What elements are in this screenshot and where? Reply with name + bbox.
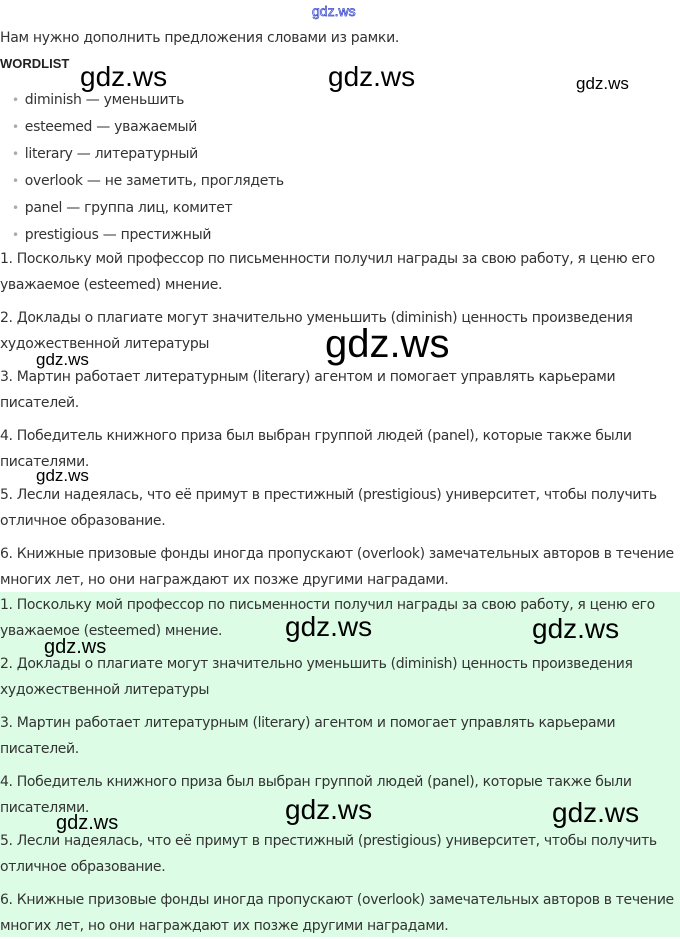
sentence: 1. Поскольку мой профессор по письменности получил награды за свою работу, я ценю его уважаемое (esteemed) мнение. xyxy=(0,251,655,293)
wordlist-item: • overlook — не заметить, проглядеть xyxy=(12,173,284,189)
watermark: gdz.ws xyxy=(36,350,89,369)
wordlist-item: • prestigious — престижный xyxy=(12,227,211,243)
sentence: 4. Победитель книжного приза был выбран группой людей (panel), которые также были писателями. xyxy=(0,428,632,470)
watermark: gdz.ws xyxy=(285,794,373,825)
watermark: gdz.ws xyxy=(285,611,373,642)
watermark: gdz.ws xyxy=(312,3,356,19)
wordlist-item: • esteemed — уважаемый xyxy=(12,119,197,135)
watermark: gdz.ws xyxy=(325,322,450,366)
answer-sentence: 3. Мартин работает литературным (literary) агентом и помогает управлять карьерами писателей. xyxy=(0,715,616,757)
answer-sentence: 2. Доклады о плагиате могут значительно уменьшить (diminish) ценность произведения художественной литературы xyxy=(0,656,633,698)
watermark: gdz.ws xyxy=(56,812,119,834)
sentence: 6. Книжные призовые фонды иногда пропускают (overlook) замечательных авторов в течение многих лет, но они награждают их позже другими наградами. xyxy=(0,546,674,588)
wordlist-item: • diminish — уменьшить xyxy=(12,92,184,108)
watermark: gdz.ws xyxy=(532,613,620,644)
watermark: gdz.ws xyxy=(80,61,168,92)
answer-sentence: 1. Поскольку мой профессор по письменности получил награды за свою работу, я ценю его уважаемое (esteemed) мнение. xyxy=(0,597,655,639)
answer-sentence: 4. Победитель книжного приза был выбран группой людей (panel), которые также были писателями. xyxy=(0,774,632,816)
wordlist-item: • literary — литературный xyxy=(12,146,198,162)
watermark: gdz.ws xyxy=(328,61,416,92)
wordlist-heading: WORDLIST xyxy=(0,56,70,71)
watermark: gdz.ws xyxy=(576,74,629,93)
sentence: 5. Лесли надеялась, что её примут в престижный (prestigious) университет, чтобы получить отличное образование. xyxy=(0,487,657,529)
sentence: 2. Доклады о плагиате могут значительно уменьшить (diminish) ценность произведения художественной литературы xyxy=(0,310,633,352)
sentence: 3. Мартин работает литературным (literary) агентом и помогает управлять карьерами писателей. xyxy=(0,369,616,411)
answer-sentence: 6. Книжные призовые фонды иногда пропускают (overlook) замечательных авторов в течение многих лет, но они награждают их позже другими наградами. xyxy=(0,892,674,934)
watermark: gdz.ws xyxy=(552,797,640,828)
watermark: gdz.ws xyxy=(36,466,89,485)
answer-sentence: 5. Лесли надеялась, что её примут в престижный (prestigious) университет, чтобы получить отличное образование. xyxy=(0,833,657,875)
watermark: gdz.ws xyxy=(44,636,107,658)
intro-text: Нам нужно дополнить предложения словами из рамки. xyxy=(0,30,400,46)
wordlist-item: • panel — группа лиц, комитет xyxy=(12,200,232,216)
